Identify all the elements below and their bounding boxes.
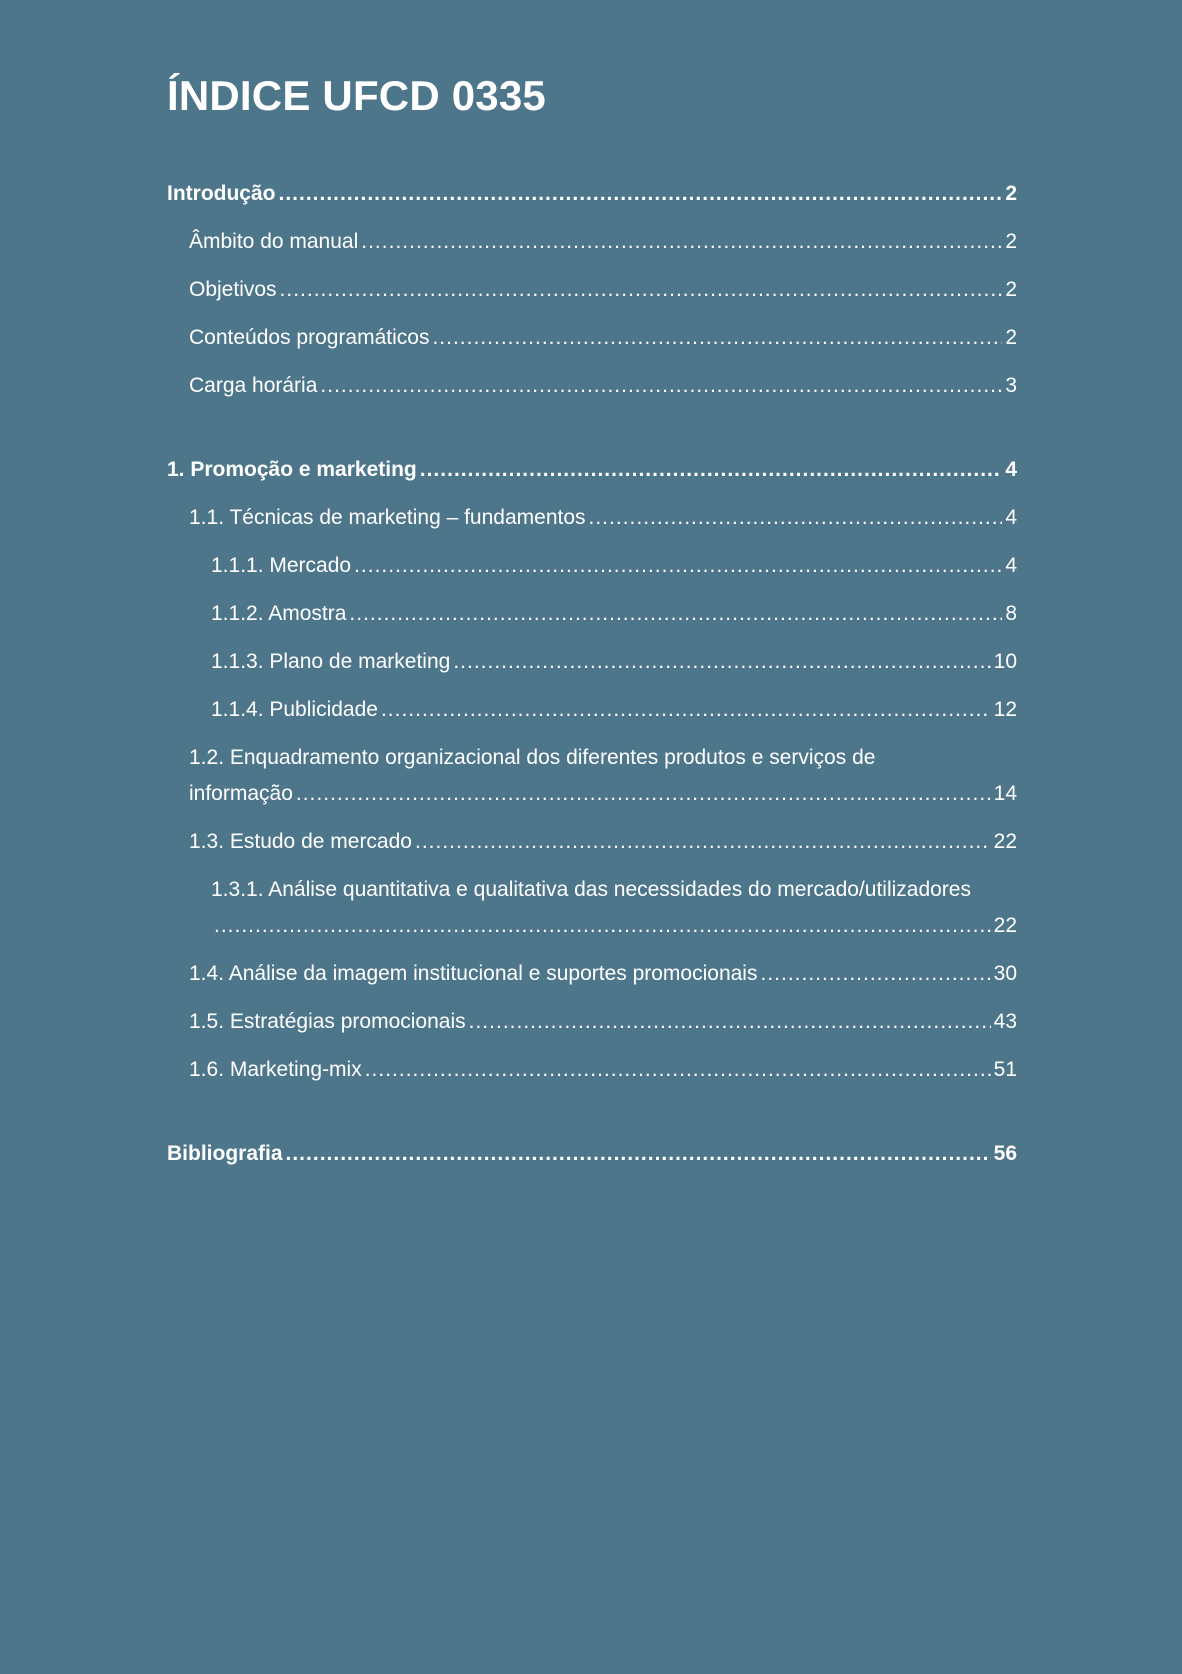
toc-entry-conteudos[interactable] xyxy=(167,320,1017,356)
toc-entry-label-continued: informação xyxy=(189,782,293,805)
dot-leader xyxy=(589,500,1003,536)
toc-entry-promocao-marketing[interactable] xyxy=(167,452,1017,488)
dot-leader xyxy=(280,272,1003,308)
dot-leader xyxy=(469,1004,991,1040)
toc-entry-label: Bibliografia xyxy=(167,1142,283,1165)
toc-entry-1-2[interactable] xyxy=(167,740,1017,812)
dot-leader xyxy=(432,320,1002,356)
toc-entry-page: 12 xyxy=(993,698,1017,721)
dot-leader xyxy=(760,956,990,992)
toc-entry-label: 1.1. Técnicas de marketing – fundamentos xyxy=(189,506,586,529)
toc-entry-label: Introdução xyxy=(167,182,276,205)
dot-leader xyxy=(453,644,990,680)
toc-entry-page: 4 xyxy=(1005,458,1017,481)
toc-entry-page: 4 xyxy=(1005,506,1017,529)
toc-entry-page: 43 xyxy=(993,1010,1017,1033)
toc-entry-page: 22 xyxy=(993,914,1017,937)
toc-entry-label: 1.4. Análise da imagem institucional e suportes promocionais xyxy=(189,962,758,985)
toc-entry-label: 1.1.1. Mercado xyxy=(211,554,352,577)
toc-entry-page: 56 xyxy=(993,1142,1017,1165)
toc-entry-1-6[interactable] xyxy=(167,1052,1017,1088)
toc-entry-label: 1.3.1. Análise quantitativa e qualitativa das necessidades do mercado/utilizadores xyxy=(211,878,971,901)
toc-entry-1-5[interactable] xyxy=(167,1004,1017,1040)
toc-entry-page: 8 xyxy=(1005,602,1017,625)
dot-leader xyxy=(365,1052,991,1088)
page-title: ÍNDICE UFCD 0335 xyxy=(167,72,546,119)
dot-leader xyxy=(354,548,1002,584)
dot-leader xyxy=(415,824,991,860)
toc-entry-label: Conteúdos programáticos xyxy=(189,326,430,349)
dot-leader xyxy=(214,908,991,944)
toc-entry-label: Objetivos xyxy=(189,278,277,301)
toc-entry-1-1-3[interactable] xyxy=(167,644,1017,680)
toc-entry-introducao[interactable] xyxy=(167,176,1017,212)
toc-entry-1-4[interactable] xyxy=(167,956,1017,992)
toc-entry-page: 22 xyxy=(993,830,1017,853)
dot-leader xyxy=(296,776,991,812)
toc-entry-label: 1.1.4. Publicidade xyxy=(211,698,378,721)
toc-entry-label: 1.1.2. Amostra xyxy=(211,602,347,625)
toc-entry-page: 10 xyxy=(993,650,1017,673)
toc-entry-page: 14 xyxy=(993,782,1017,805)
toc-entry-bibliografia[interactable] xyxy=(167,1136,1017,1172)
toc-entry-page: 4 xyxy=(1005,554,1017,577)
dot-leader xyxy=(279,176,1003,212)
toc-entry-page: 3 xyxy=(1005,374,1017,397)
toc-entry-objetivos[interactable] xyxy=(167,272,1017,308)
toc-entry-page: 30 xyxy=(993,962,1017,985)
toc-entry-ambito[interactable] xyxy=(167,224,1017,260)
toc-entry-label: 1.1.3. Plano de marketing xyxy=(211,650,451,673)
toc-entry-1-1-1[interactable] xyxy=(167,548,1017,584)
toc-entry-1-3-1[interactable] xyxy=(167,872,1017,944)
toc-entry-label: Âmbito do manual xyxy=(189,230,359,253)
toc-entry-1-1-4[interactable] xyxy=(167,692,1017,728)
toc-entry-label: 1.2. Enquadramento organizacional dos diferentes produtos e serviços de xyxy=(189,746,876,769)
dot-leader xyxy=(381,692,991,728)
toc-entry-label: 1.6. Marketing-mix xyxy=(189,1058,362,1081)
toc-entry-1-3[interactable] xyxy=(167,824,1017,860)
dot-leader xyxy=(320,368,1002,404)
table-of-contents xyxy=(167,176,1017,1184)
toc-entry-label: 1.5. Estratégias promocionais xyxy=(189,1010,466,1033)
toc-entry-page: 2 xyxy=(1005,230,1017,253)
toc-entry-label: 1.3. Estudo de mercado xyxy=(189,830,412,853)
toc-entry-carga-horaria[interactable] xyxy=(167,368,1017,404)
toc-entry-page: 2 xyxy=(1005,278,1017,301)
dot-leader xyxy=(286,1136,991,1172)
toc-entry-page: 51 xyxy=(993,1058,1017,1081)
toc-entry-label: 1. Promoção e marketing xyxy=(167,458,417,481)
toc-entry-1-1-2[interactable] xyxy=(167,596,1017,632)
dot-leader xyxy=(361,224,1002,260)
toc-entry-page: 2 xyxy=(1005,182,1017,205)
dot-leader xyxy=(420,452,1003,488)
toc-entry-page: 2 xyxy=(1005,326,1017,349)
dot-leader xyxy=(349,596,1002,632)
toc-entry-label: Carga horária xyxy=(189,374,318,397)
toc-entry-1-1[interactable] xyxy=(167,500,1017,536)
